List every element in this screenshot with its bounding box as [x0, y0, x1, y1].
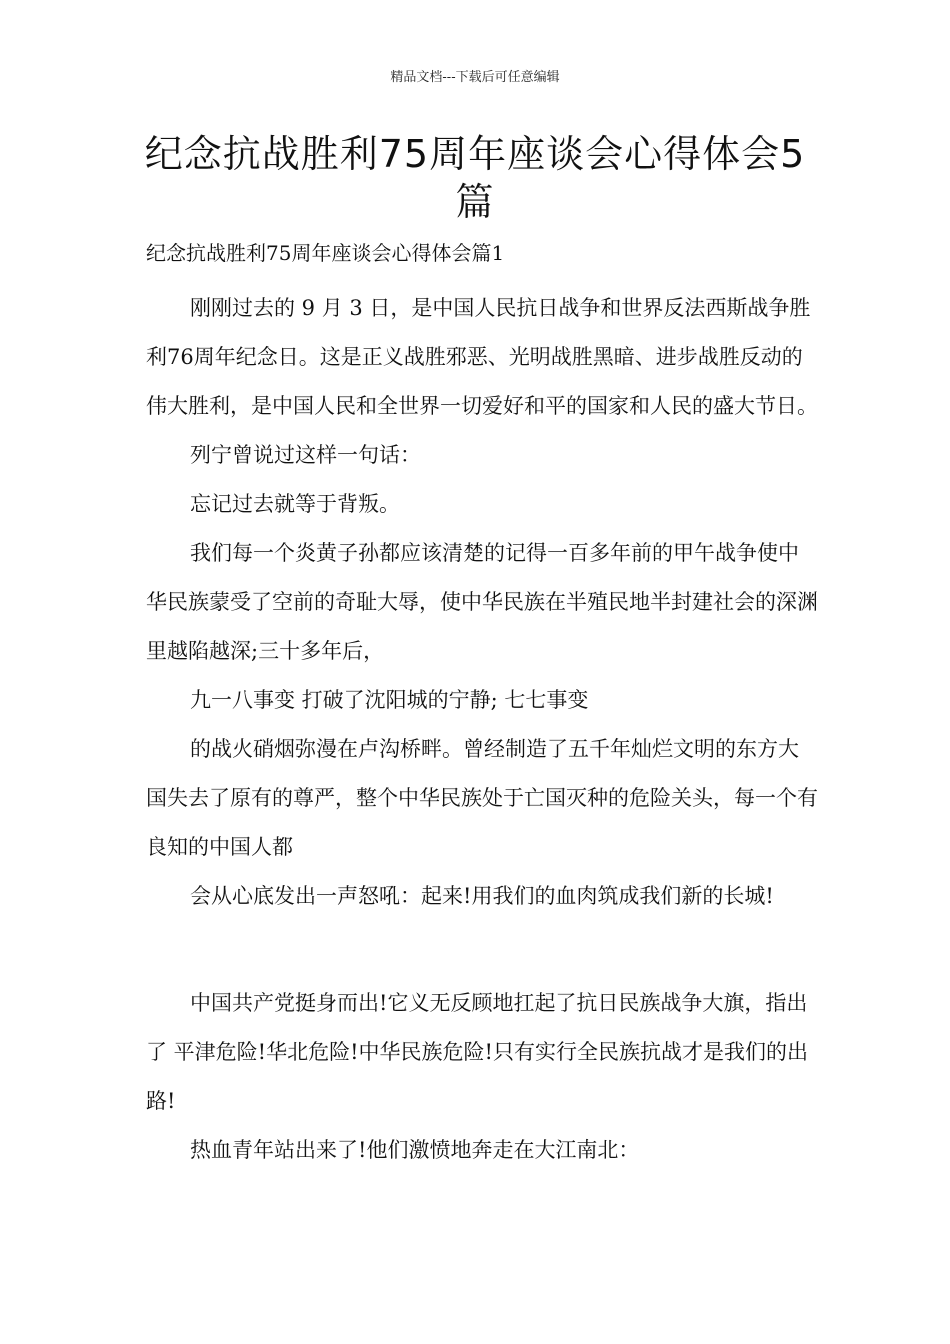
paragraph: 刚刚过去的 9 月 3 日，是中国人民抗日战争和世界反法西斯战争胜利76周年纪念日。这是正义战胜邪恶、光明战胜黑暗、进步战胜反动的伟大胜利，是中国人民和全世界一切爱好和平的国家和人民的盛大节日。	[146, 296, 818, 418]
paragraph: 九一八事变 打破了沈阳城的宁静; 七七事变	[190, 688, 589, 712]
paragraph: 会从心底发出一声怒吼：起来!用我们的血肉筑成我们新的长城!	[190, 884, 774, 908]
document-title: 纪念抗战胜利75周年座谈会心得体会5篇	[144, 132, 806, 224]
paragraph: 我们每一个炎黄子孙都应该清楚的记得一百多年前的甲午战争使中华民族蒙受了空前的奇耻大辱，使中华民族在半殖民地半封建社会的深渊里越陷越深;三十多年后，	[146, 541, 818, 663]
header-note: 精品文档---下载后可任意编辑	[390, 70, 560, 85]
paragraph: 的战火硝烟弥漫在卢沟桥畔。曾经制造了五千年灿烂文明的东方大国失去了原有的尊严，整个中华民族处于亡国灭种的危险关头，每一个有良知的中国人都	[146, 737, 818, 859]
document-body	[146, 238, 818, 1175]
paragraph-gap	[146, 921, 818, 979]
paragraph: 热血青年站出来了!他们激愤地奔走在大江南北：	[190, 1138, 640, 1162]
section-subtitle: 纪念抗战胜利75周年座谈会心得体会篇1	[146, 241, 505, 265]
paragraph: 中国共产党挺身而出!它义无反顾地扛起了抗日民族战争大旗，指出了 平津危险!华北危险!中华民族危险!只有实行全民族抗战才是我们的出路!	[146, 991, 808, 1113]
paragraph: 列宁曾说过这样一句话：	[190, 443, 421, 467]
quote-paragraph: 忘记过去就等于背叛。	[190, 492, 400, 516]
